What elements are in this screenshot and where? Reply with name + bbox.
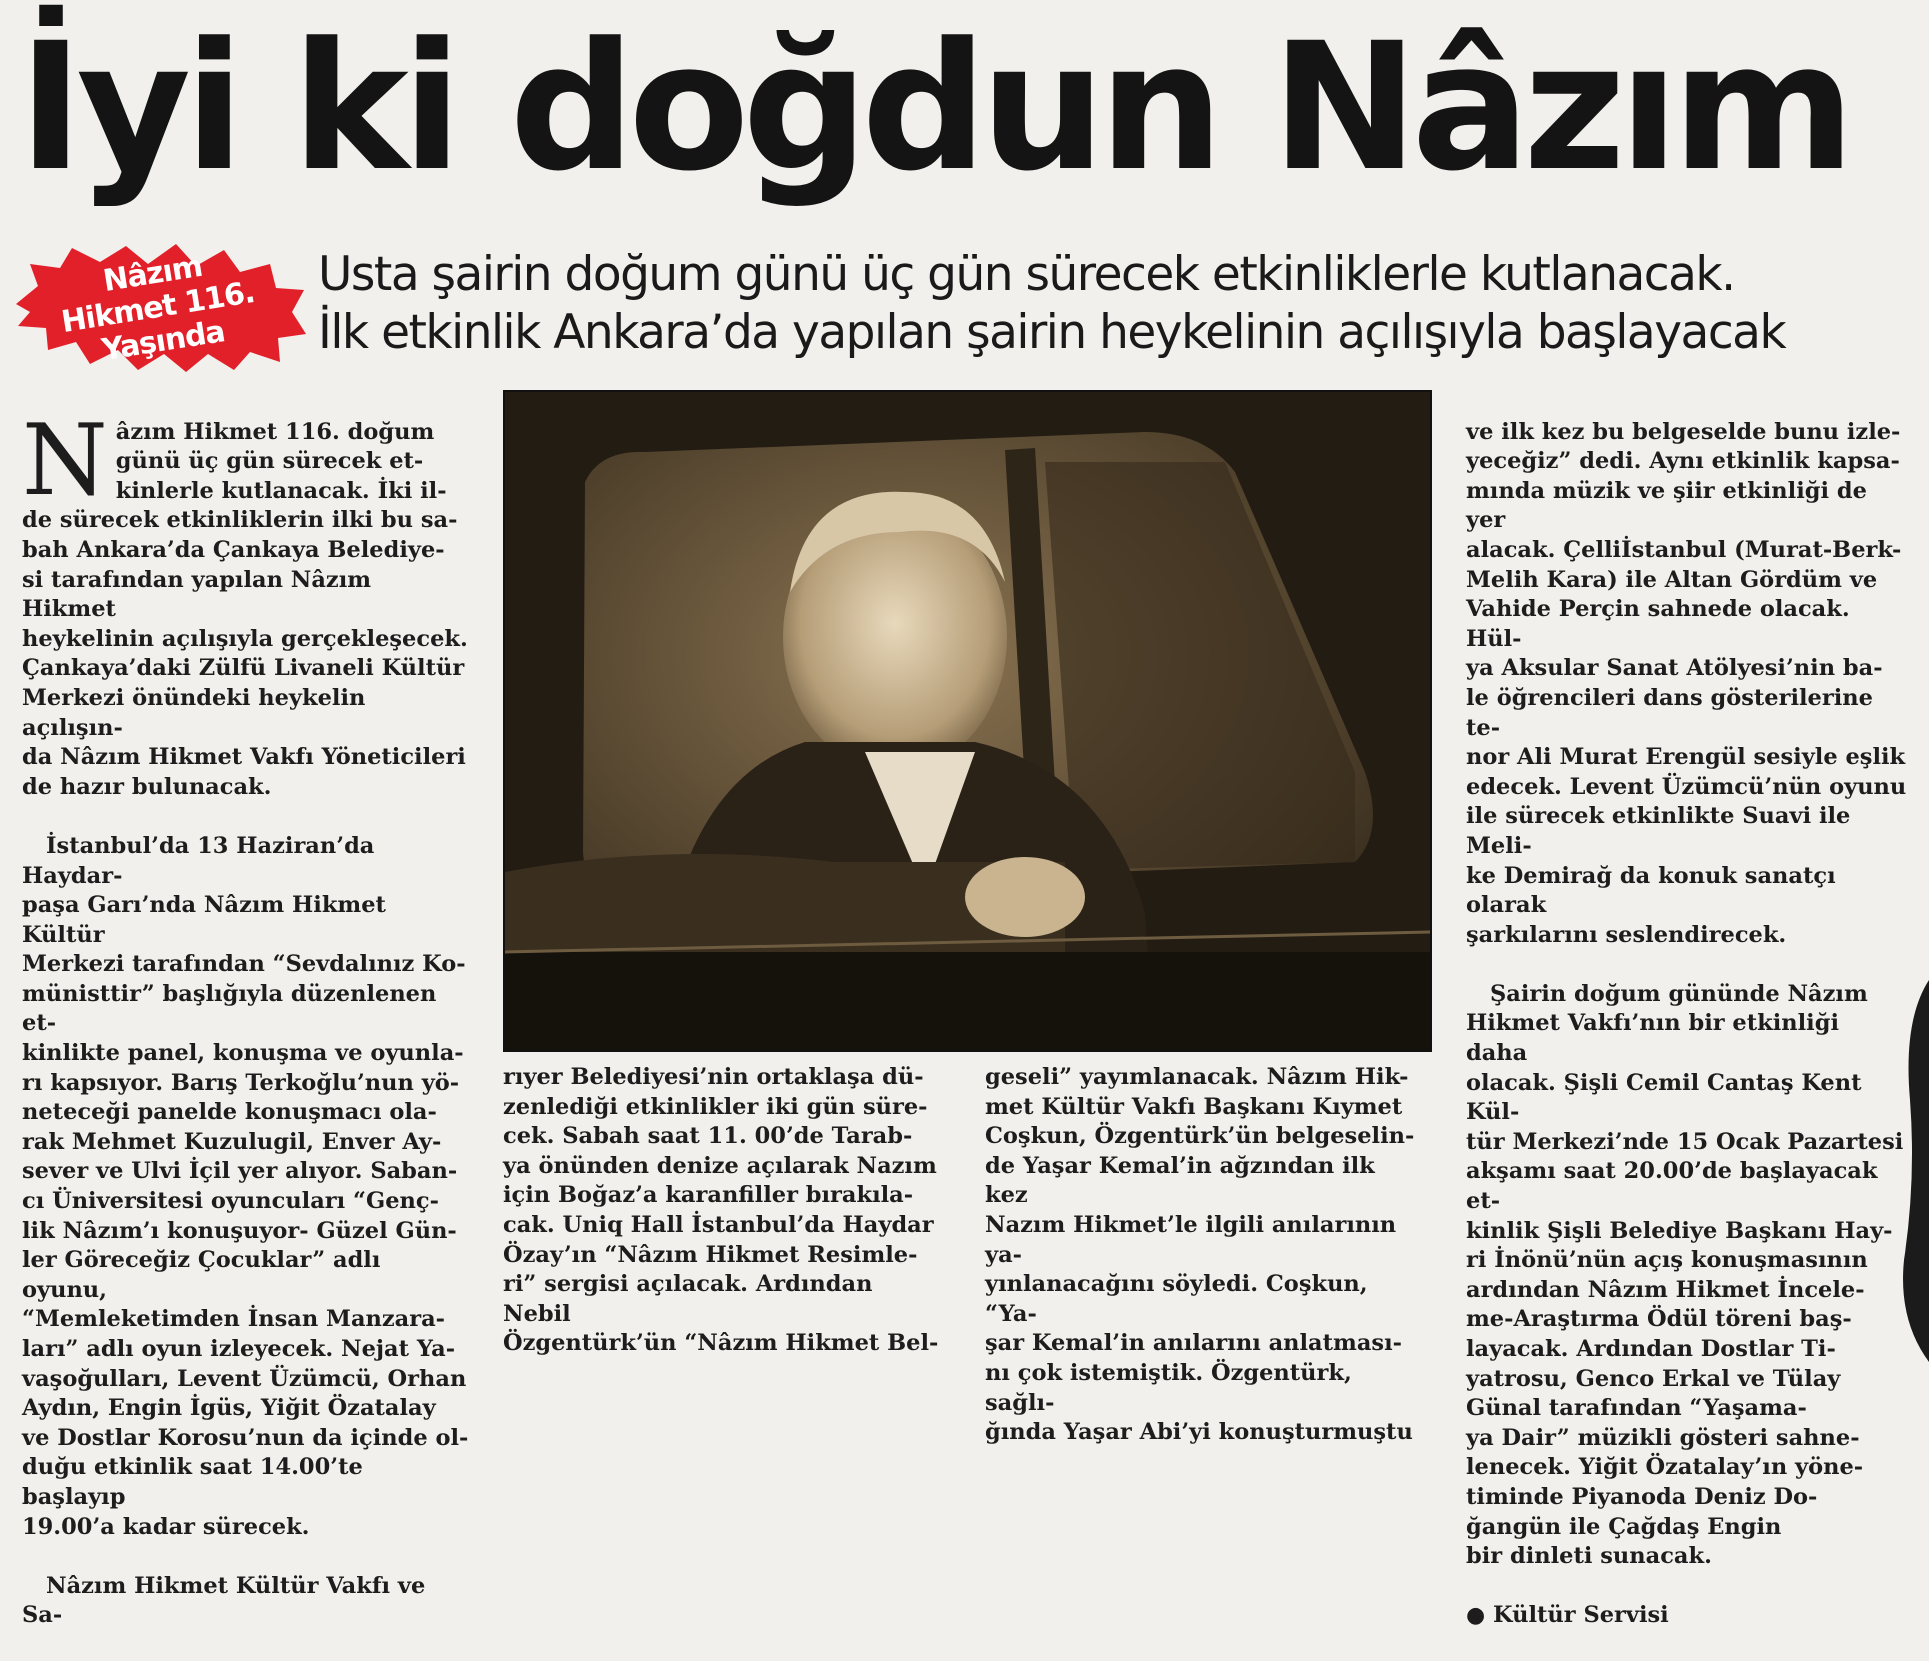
deck-subheadline: Usta şairin doğum günü üç gün sürecek etkinliklerle kutlanacak. İlk etkinlik Ankara’da yapılan şairin heykelinin açılışıyla başlayacak — [318, 247, 1786, 360]
col1-paragraph-1: âzım Hikmet 116. doğum günü üç gün sürecek et- kinlerle kutlanacak. İki il- de sürecek etkinliklerin ilki bu sa- bah Ankara’da Çankaya Belediye- si tarafından yapılan Nâzım Hikmet heykelinin açılışıyla gerçekleşecek. Çankaya’daki Zülfü Livaneli Kültür Merkezi önündeki heykelin açılışın- da Nâzım Hikmet Vakfı Yöneticileri de hazır bulunacak. — [22, 418, 468, 800]
column-3: geseli” yayımlanacak. Nâzım Hik- met Kültür Vakfı Başkanı Kıymet Coşkun, Özgentürk’ün belgeselin- de Yaşar Kemal’in ağzından ilk kez Nazım Hikmet’le ilgili anılarının ya- yınlanacağını söyledi. Coşkun, “Ya- şar Kemal’in anılarını anlatması- nı çok istemiştik. Özgentürk, sağlı- ğında Yaşar Abi’yi konuşturmuştu — [985, 1064, 1415, 1446]
age-badge — [8, 242, 308, 374]
column-2: rıyer Belediyesi’nin ortaklaşa dü- zenlediği etkinlikler iki gün süre- cek. Sabah saat 11. 00’de Tarab- ya önünden denize açılarak Nazım için Boğaz’a karanfiller bırakıla- cak. Uniq Hall İstanbul’da Haydar Özay’ın “Nâzım Hikmet Resimle- ri” sergisi açılacak. Ardından Nebil Özgentürk’ün “Nâzım Hikmet Bel- — [503, 1064, 939, 1357]
byline — [1466, 1601, 1908, 1631]
column-4 — [1466, 388, 1908, 1661]
badge-text: Nâzım Hikmet 116. Yaşında — [58, 248, 257, 369]
col1-paragraph-2: İstanbul’da 13 Haziran’da Haydar- paşa Garı’nda Nâzım Hikmet Kültür Merkezi tarafından “Sevdalınız Ko- münisttir” başlığıyla düzenlenen et- kinlikte panel, konuşma ve oyunla- rı kapsıyor. Barış Terkoğlu’nun yö- neteceği panelde konuşmacı ola- rak Mehmet Kuzulugil, Enver Ay- sever ve Ulvi İçil yer alıyor. Saban- cı Üniversitesi oyuncuları “Genç- lik Nâzım’ı konuşuyor- Güzel Gün- ler Göreceğiz Çocuklar” adlı oyunu, “Memleketimden İnsan Manzara- ları” adlı oyun izleyecek. Nejat Ya- vaşoğulları, Levent Üzümcü, Orhan Aydın, Engin İgüs, Yiğit Özatalay ve Dostlar Korosu’nun da içinde ol- duğu etkinlik saat 14.00’te başlayıp 19.00’a kadar sürecek. — [22, 832, 469, 1540]
col1-paragraph-3: Nâzım Hikmet Kültür Vakfı ve Sa- — [22, 1572, 426, 1629]
adjacent-page-edge — [1898, 980, 1929, 1362]
bullet-icon: ● — [1466, 1602, 1486, 1629]
article-photo — [503, 390, 1432, 1052]
col4-paragraph-2: Şairin doğum gününde Nâzım Hikmet Vakfı’nın bir etkinliği daha olacak. Şişli Cemil Cantaş Kent Kül- tür Merkezi’nde 15 Ocak Pazartesi akşamı saat 20.00’de başlayacak et- kinlik Şişli Belediye Başkanı Hay- ri İnönü’nün açış konuşmasının ardından Nâzım Hikmet İncele- me-Araştırma Ödül töreni baş- layacak. Ardından Dostlar Ti- yatrosu, Genco Erkal ve Tülay Günal tarafından “Yaşama- ya Dair” müzikli gösteri sahne- lenecek. Yiğit Özatalay’ın yöne- timinde Piyanoda Deniz Do- ğangün ile Çağdaş Engin bir dinleti sunacak. — [1466, 980, 1904, 1570]
byline-text: Kültür Servisi — [1493, 1602, 1669, 1629]
column-1 — [22, 388, 470, 1661]
headline: İyi ki doğdun Nâzım — [18, 5, 1849, 210]
drop-cap: N — [22, 403, 108, 518]
col4-paragraph-1: ve ilk kez bu belgeselde bunu izle- yeceğiz” dedi. Aynı etkinlik kapsa- mında müzik ve şiir etkinliği de yer alacak. Çelliİstanbul (Murat-Berk- Melih Kara) ile Altan Gördüm ve Vahide Perçin sahnede olacak. Hül- ya Aksular Sanat Atölyesi’nin ba- le öğrencileri dans gösterilerine te- nor Ali Murat Erengül sesiyle eşlik edecek. Levent Üzümcü’nün oyunu ile sürecek etkinlikte Suavi ile Meli- ke Demirağ da konuk sanatçı olarak şarkılarını seslendirecek. — [1466, 418, 1907, 948]
